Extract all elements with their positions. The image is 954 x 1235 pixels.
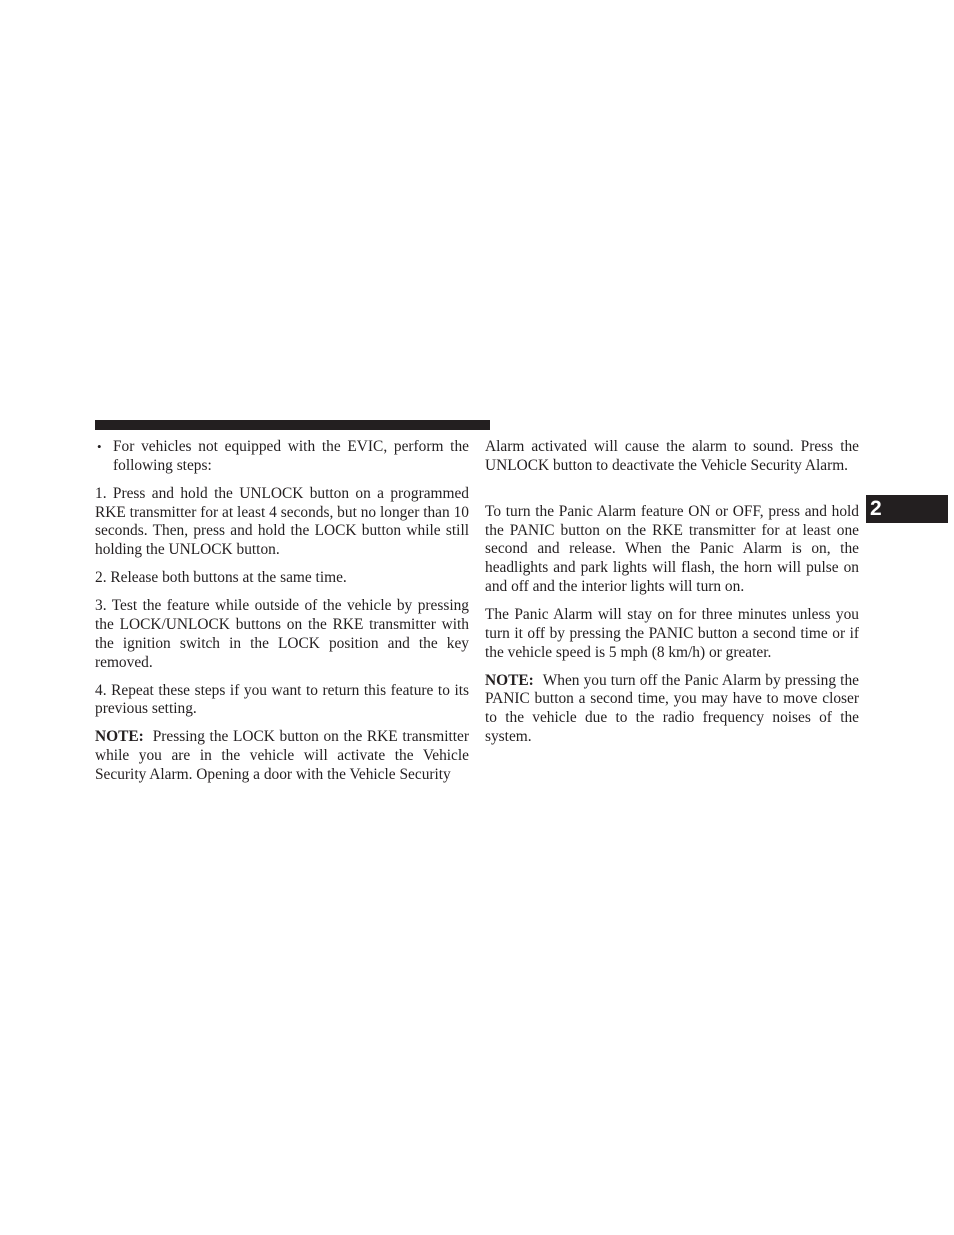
right-column <box>485 438 859 756</box>
heading-gap <box>485 485 859 503</box>
section-header-rule <box>95 420 490 430</box>
bullet-dot-icon: • <box>97 439 102 454</box>
note-paragraph <box>485 672 859 747</box>
note-paragraph <box>95 728 469 784</box>
step-3: 3. Test the feature while outside of the vehicle by pressing the LOCK/UNLOCK buttons on the RKE transmitter with the ignition switch in the LOCK position and the key removed. <box>95 597 469 671</box>
continuation-paragraph: Alarm activated will cause the alarm to sound. Press the UNLOCK button to deactivate the Vehicle Security Alarm. <box>485 438 859 474</box>
bullet-text: For vehicles not equipped with the EVIC, perform the following steps: <box>113 438 469 474</box>
note-label: NOTE: <box>95 728 144 746</box>
note-text: Pressing the LOCK button on the RKE transmitter while you are in the vehicle will activate the Vehicle Security Alarm. Opening a door with the Vehicle Security <box>95 728 469 783</box>
panic-toggle-paragraph: To turn the Panic Alarm feature ON or OFF, press and hold the PANIC button on the RKE transmitter for at least one second and release. When the Panic Alarm is on, the headlights and park lights will flash, the horn will pulse on and off and the interior lights will turn on. <box>485 502 859 595</box>
step-2: 2. Release both buttons at the same time. <box>95 569 347 587</box>
step-4: 4. Repeat these steps if you want to return this feature to its previous setting. <box>95 681 469 718</box>
step-1: 1. Press and hold the UNLOCK button on a programmed RKE transmitter for at least 4 seconds, but no longer than 10 seconds. Then, press and hold the LOCK button while still holding the UNLOCK button. <box>95 484 469 559</box>
panic-duration-paragraph: The Panic Alarm will stay on for three minutes unless you turn it off by pressing the PANIC button a second time or if the vehicle speed is 5 mph (8 km/h) or greater. <box>485 605 859 661</box>
bullet-item <box>95 438 469 476</box>
left-column <box>95 438 469 794</box>
note-label: NOTE: <box>485 671 534 689</box>
note-text: When you turn off the Panic Alarm by pressing the PANIC button a second time, you may have to move closer to the vehicle due to the radio frequency noises of the system. <box>485 671 859 745</box>
chapter-tab: 2 <box>866 495 948 523</box>
